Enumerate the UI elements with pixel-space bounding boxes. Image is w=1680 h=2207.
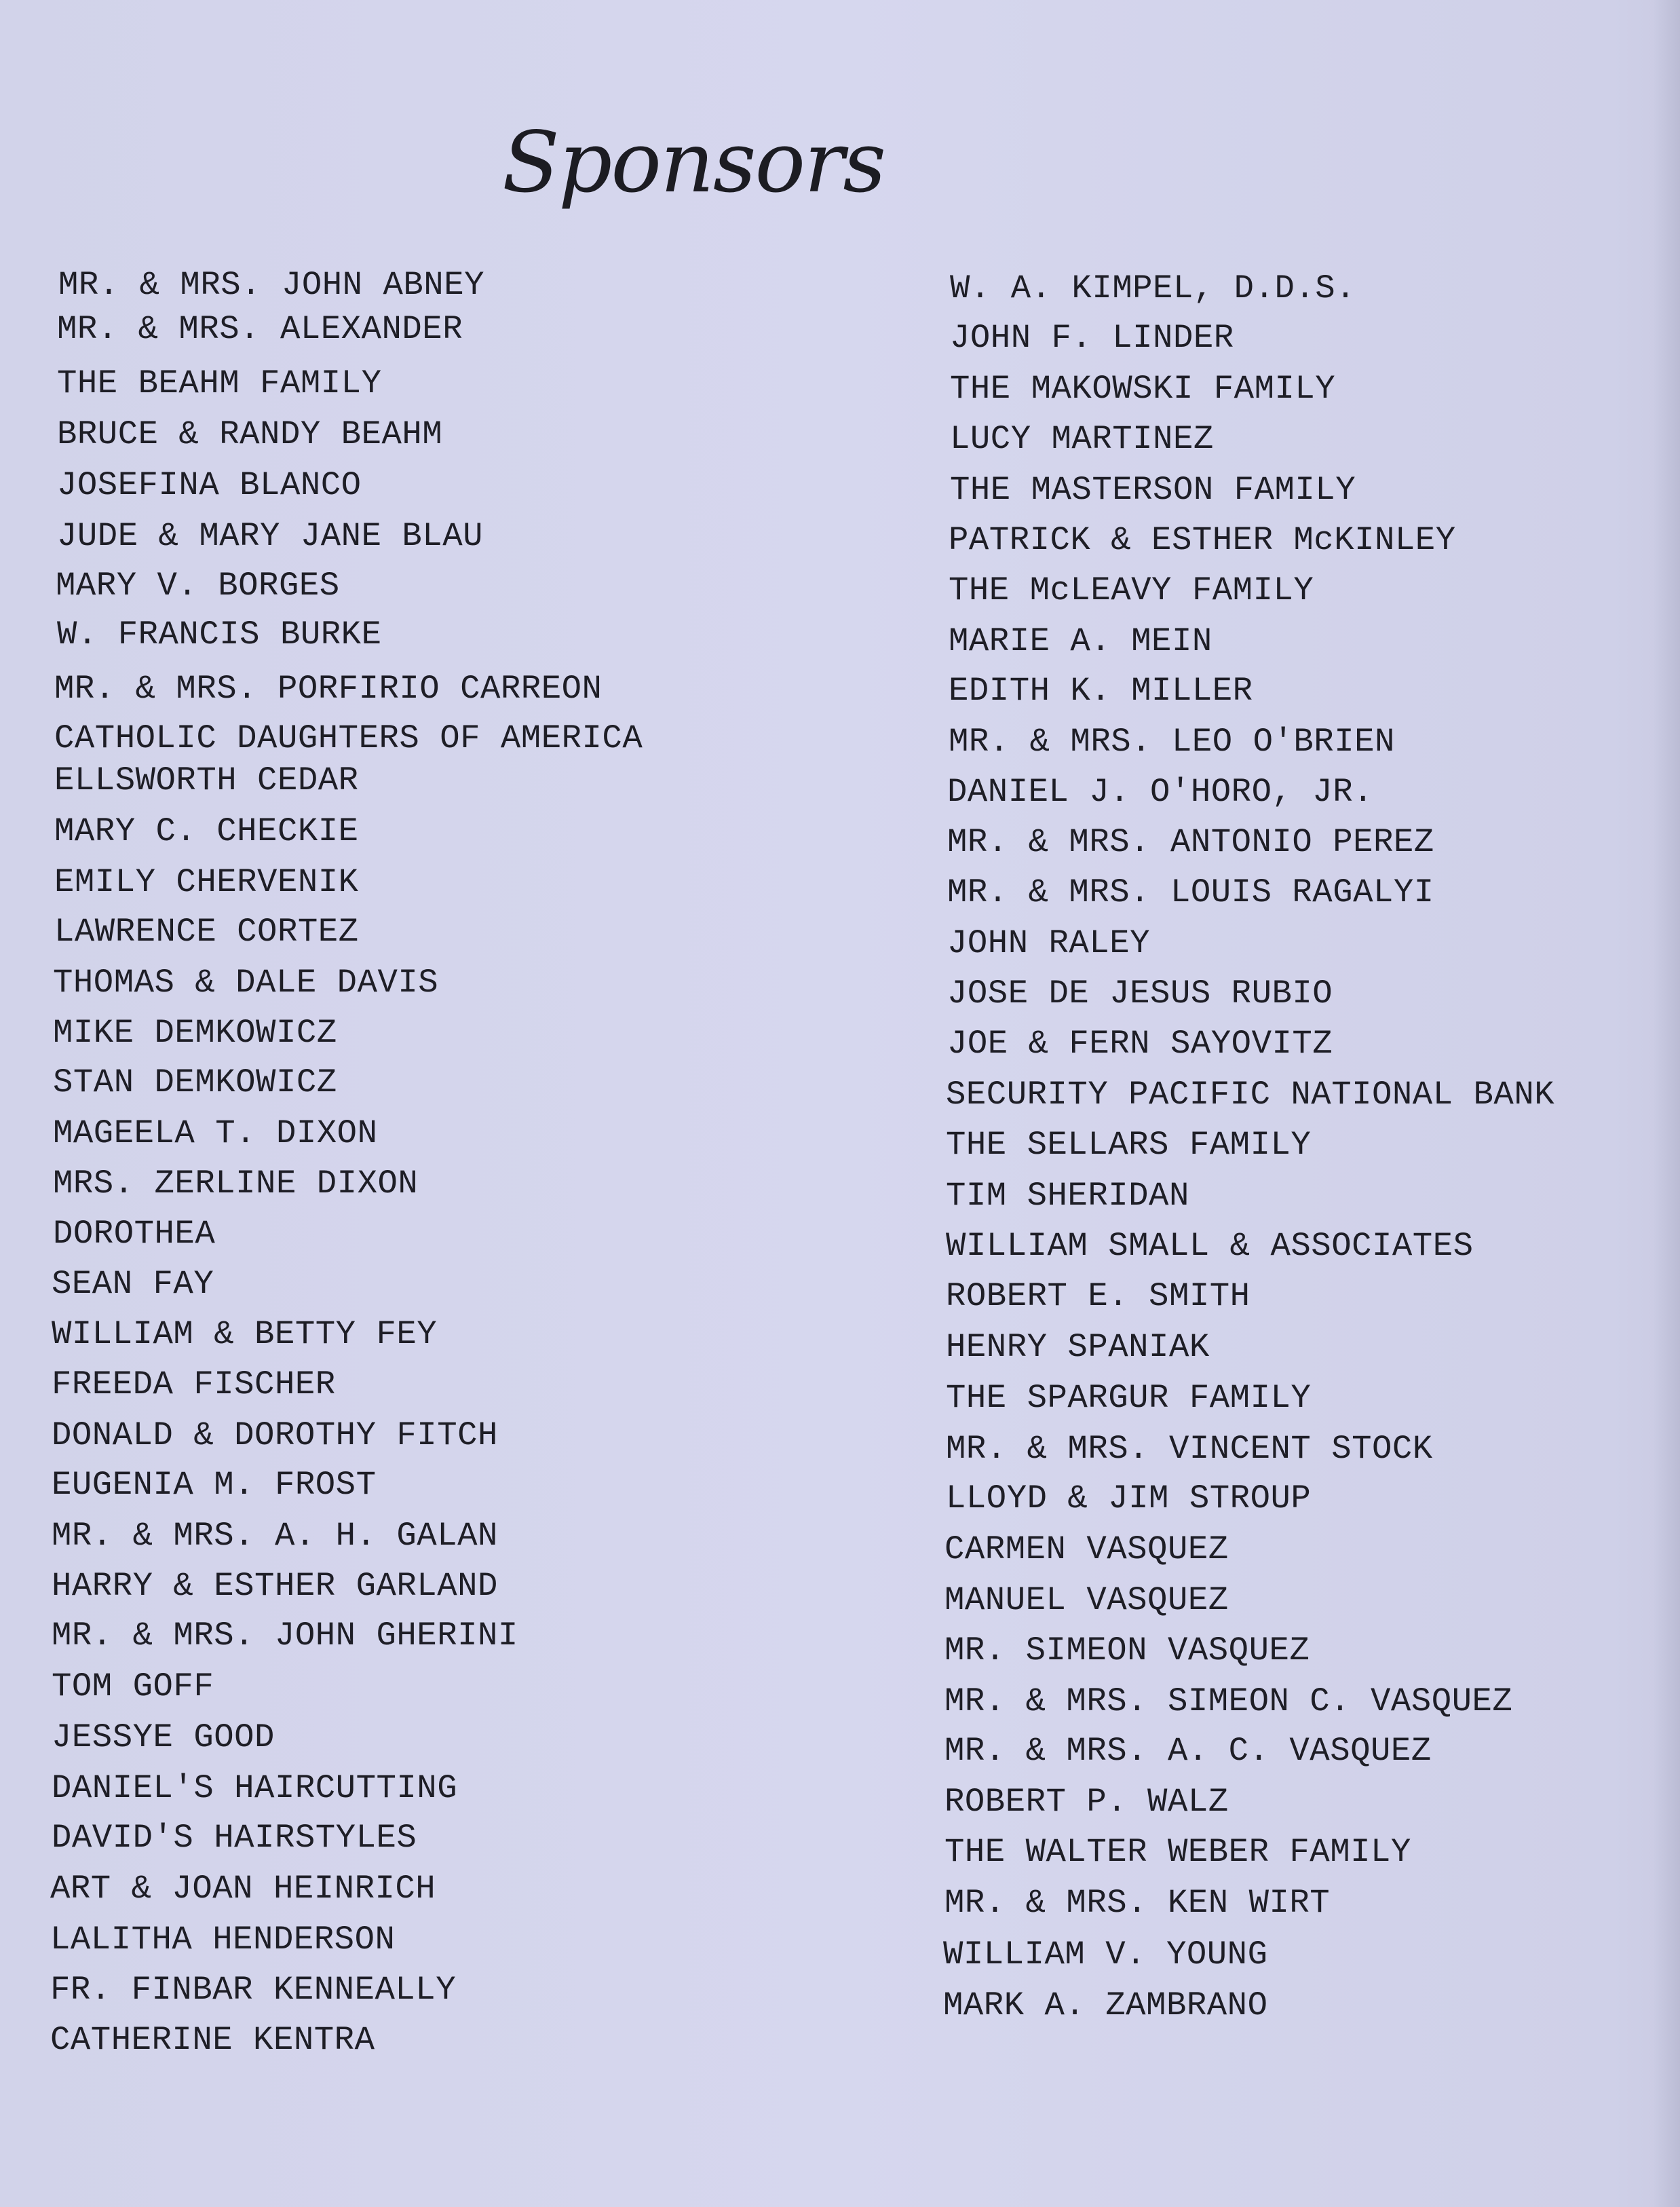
sponsor-entry: EDITH K. MILLER — [949, 672, 1253, 710]
sponsor-entry: CARMEN VASQUEZ — [944, 1530, 1229, 1568]
sponsor-entry: JESSYE GOOD — [52, 1718, 275, 1756]
sponsor-entry: MR. & MRS. ALEXANDER — [57, 310, 463, 348]
sponsor-entry: SEAN FAY — [52, 1265, 214, 1303]
sponsor-entry: FR. FINBAR KENNEALLY — [50, 1971, 457, 2009]
sponsor-entry: WILLIAM & BETTY FEY — [52, 1315, 438, 1353]
sponsor-entry: MR. & MRS. VINCENT STOCK — [946, 1430, 1433, 1468]
sponsor-entry: LAWRENCE CORTEZ — [54, 913, 359, 951]
sponsor-entry: TIM SHERIDAN — [946, 1177, 1189, 1215]
sponsor-entry: LUCY MARTINEZ — [950, 420, 1214, 458]
sponsor-entry: W. A. KIMPEL, D.D.S. — [950, 269, 1356, 307]
sponsor-entry: ROBERT E. SMITH — [946, 1277, 1251, 1315]
sponsor-entry: THE McLEAVY FAMILY — [949, 571, 1314, 609]
sponsor-entry: JUDE & MARY JANE BLAU — [57, 517, 484, 555]
sponsor-entry: LLOYD & JIM STROUP — [946, 1479, 1312, 1517]
sponsor-entry: CATHERINE KENTRA — [50, 2021, 375, 2059]
sponsor-entry: MARY V. BORGES — [56, 567, 340, 605]
sponsor-entry: JOSEFINA BLANCO — [57, 466, 362, 504]
sponsor-entry: WILLIAM SMALL & ASSOCIATES — [946, 1227, 1474, 1265]
sponsor-entry: DANIEL'S HAIRCUTTING — [52, 1769, 458, 1807]
sponsor-entry: MARY C. CHECKIE — [54, 812, 359, 850]
sponsor-entry: JOE & FERN SAYOVITZ — [947, 1025, 1333, 1063]
sponsor-entry: THOMAS & DALE DAVIS — [53, 964, 439, 1002]
sponsor-entry: SECURITY PACIFIC NATIONAL BANK — [946, 1076, 1555, 1114]
sponsor-entry: MR. & MRS. PORFIRIO CARREON — [54, 670, 603, 708]
sponsor-entry: THE MAKOWSKI FAMILY — [950, 370, 1336, 408]
sponsor-entry: MAGEELA T. DIXON — [53, 1114, 378, 1152]
sponsor-entry: ELLSWORTH CEDAR — [54, 761, 359, 799]
sponsor-entry: MR. & MRS. A. C. VASQUEZ — [944, 1732, 1432, 1770]
sponsor-entry: THE BEAHM FAMILY — [57, 364, 382, 402]
sponsor-entry: DONALD & DOROTHY FITCH — [52, 1416, 498, 1454]
sponsor-entry: MR. & MRS. JOHN GHERINI — [52, 1617, 518, 1655]
sponsor-entry: JOSE DE JESUS RUBIO — [947, 975, 1333, 1013]
sponsor-entry: FREEDA FISCHER — [52, 1365, 336, 1403]
sponsor-entry: LALITHA HENDERSON — [50, 1921, 396, 1959]
sponsor-entry: HENRY SPANIAK — [946, 1328, 1210, 1366]
sponsor-entry: MARIE A. MEIN — [949, 622, 1213, 660]
sponsor-entry: MR. & MRS. LEO O'BRIEN — [949, 723, 1395, 761]
sponsor-entry: THE MASTERSON FAMILY — [950, 471, 1356, 509]
sponsor-entry: MR. & MRS. KEN WIRT — [944, 1884, 1331, 1922]
sponsor-entry: MRS. ZERLINE DIXON — [53, 1165, 419, 1203]
sponsor-entry: MR. & MRS. LOUIS RAGALYI — [947, 873, 1434, 911]
sponsor-entry: DOROTHEA — [53, 1215, 216, 1253]
sponsor-entry: CATHOLIC DAUGHTERS OF AMERICA — [54, 719, 643, 757]
sponsor-entry: MIKE DEMKOWICZ — [53, 1014, 337, 1052]
sponsor-entry: MR. & MRS. JOHN ABNEY — [58, 266, 485, 304]
sponsor-entry: WILLIAM V. YOUNG — [943, 1936, 1268, 1974]
sponsor-entry: BRUCE & RANDY BEAHM — [57, 415, 443, 453]
sponsor-entry: STAN DEMKOWICZ — [53, 1063, 337, 1101]
page-edge-shadow — [1653, 0, 1680, 2207]
sponsor-entry: MANUEL VASQUEZ — [944, 1581, 1229, 1619]
sponsor-entry: TOM GOFF — [52, 1667, 214, 1705]
sponsor-entry: THE SPARGUR FAMILY — [946, 1379, 1312, 1417]
sponsor-entry: W. FRANCIS BURKE — [57, 616, 382, 654]
sponsor-entry: DAVID'S HAIRSTYLES — [52, 1819, 417, 1857]
page-title: Sponsors — [502, 114, 885, 212]
sponsor-entry: DANIEL J. O'HORO, JR. — [947, 773, 1374, 811]
sponsor-entry: MR. & MRS. ANTONIO PEREZ — [947, 823, 1434, 861]
sponsor-entry: ROBERT P. WALZ — [944, 1783, 1229, 1821]
sponsor-entry: THE SELLARS FAMILY — [946, 1126, 1312, 1164]
sponsor-entry: PATRICK & ESTHER McKINLEY — [949, 521, 1456, 559]
sponsor-entry: MARK A. ZAMBRANO — [943, 1986, 1268, 2024]
sponsor-entry: HARRY & ESTHER GARLAND — [52, 1567, 498, 1605]
sponsor-entry: MR. SIMEON VASQUEZ — [944, 1631, 1310, 1670]
sponsor-entry: JOHN F. LINDER — [950, 319, 1234, 357]
sponsor-entry: THE WALTER WEBER FAMILY — [944, 1833, 1411, 1871]
sponsor-entry: ART & JOAN HEINRICH — [50, 1870, 436, 1908]
sponsor-entry: EUGENIA M. FROST — [52, 1466, 377, 1504]
sponsor-entry: MR. & MRS. A. H. GALAN — [52, 1517, 498, 1555]
sponsor-entry: MR. & MRS. SIMEON C. VASQUEZ — [944, 1682, 1513, 1720]
sponsor-entry: EMILY CHERVENIK — [54, 863, 359, 901]
sponsor-entry: JOHN RALEY — [947, 924, 1151, 962]
